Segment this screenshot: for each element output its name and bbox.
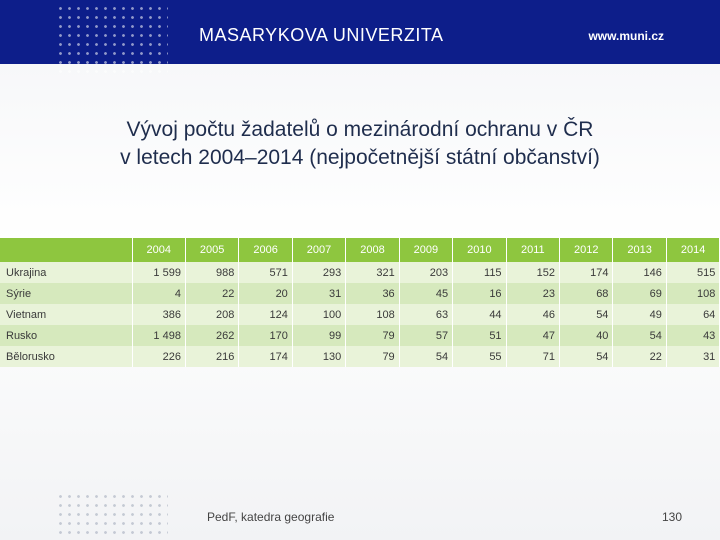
table-cell: 54 — [560, 304, 613, 325]
table-row — [0, 283, 720, 304]
table-cell: 63 — [399, 304, 452, 325]
table-row — [0, 346, 720, 367]
table-cell: 174 — [239, 346, 292, 367]
header-year: 2009 — [399, 238, 452, 262]
table-cell: 203 — [399, 262, 452, 283]
asylum-applicants-table — [0, 238, 720, 367]
table-cell: 47 — [506, 325, 559, 346]
table-cell: 208 — [185, 304, 238, 325]
table-cell: 152 — [506, 262, 559, 283]
table-cell: 115 — [453, 262, 506, 283]
table-cell: 130 — [292, 346, 345, 367]
footer-department: PedF, katedra geografie — [207, 510, 335, 524]
table-cell: 43 — [666, 325, 719, 346]
logo-dot-grid — [56, 4, 168, 76]
table-cell: 31 — [292, 283, 345, 304]
table-cell: 1 599 — [132, 262, 185, 283]
table-cell: 57 — [399, 325, 452, 346]
table-cell: 79 — [346, 325, 399, 346]
header-year: 2013 — [613, 238, 666, 262]
table-cell: 36 — [346, 283, 399, 304]
table-cell: 64 — [666, 304, 719, 325]
table-cell: 262 — [185, 325, 238, 346]
header-year: 2008 — [346, 238, 399, 262]
row-country: Rusko — [0, 325, 132, 346]
table-cell: 174 — [560, 262, 613, 283]
row-country: Ukrajina — [0, 262, 132, 283]
table-header-row — [0, 238, 720, 262]
table-cell: 4 — [132, 283, 185, 304]
header-year: 2010 — [453, 238, 506, 262]
table-cell: 68 — [560, 283, 613, 304]
row-country: Bělorusko — [0, 346, 132, 367]
page-number: 130 — [661, 510, 682, 524]
table-cell: 40 — [560, 325, 613, 346]
table-cell: 69 — [613, 283, 666, 304]
table-cell: 16 — [453, 283, 506, 304]
table-cell: 108 — [346, 304, 399, 325]
row-country: Sýrie — [0, 283, 132, 304]
header-country — [0, 238, 132, 262]
table-cell: 108 — [666, 283, 719, 304]
table-cell: 71 — [506, 346, 559, 367]
university-name: MASARYKOVA UNIVERZITA — [199, 25, 444, 45]
table-cell: 23 — [506, 283, 559, 304]
table-cell: 170 — [239, 325, 292, 346]
table-row — [0, 325, 720, 346]
table-cell: 54 — [560, 346, 613, 367]
table-cell: 571 — [239, 262, 292, 283]
table-cell: 22 — [185, 283, 238, 304]
table-cell: 54 — [613, 325, 666, 346]
table-cell: 51 — [453, 325, 506, 346]
table-cell: 55 — [453, 346, 506, 367]
table-cell: 22 — [613, 346, 666, 367]
table-cell: 1 498 — [132, 325, 185, 346]
row-country: Vietnam — [0, 304, 132, 325]
website-link[interactable]: www.muni.cz — [588, 29, 664, 43]
header-year: 2011 — [506, 238, 559, 262]
footer-dot-grid — [56, 492, 168, 540]
table-cell: 44 — [453, 304, 506, 325]
header-year: 2006 — [239, 238, 292, 262]
header-bar — [0, 0, 720, 64]
table-cell: 46 — [506, 304, 559, 325]
table-row — [0, 262, 720, 283]
table-cell: 216 — [185, 346, 238, 367]
title-line-1: Vývoj počtu žadatelů o mezinárodní ochranu v ČR — [126, 118, 594, 141]
table-cell: 321 — [346, 262, 399, 283]
header-year: 2005 — [185, 238, 238, 262]
table-cell: 45 — [399, 283, 452, 304]
table-cell: 226 — [132, 346, 185, 367]
table-cell: 54 — [399, 346, 452, 367]
header-year: 2012 — [560, 238, 613, 262]
table-cell: 124 — [239, 304, 292, 325]
table-cell: 99 — [292, 325, 345, 346]
table-cell: 49 — [613, 304, 666, 325]
table-cell: 988 — [185, 262, 238, 283]
table-cell: 100 — [292, 304, 345, 325]
table-cell: 79 — [346, 346, 399, 367]
table-cell: 31 — [666, 346, 719, 367]
table-cell: 386 — [132, 304, 185, 325]
table-cell: 293 — [292, 262, 345, 283]
title-line-2: v letech 2004–2014 (nejpočetnější státní občanství) — [120, 146, 600, 169]
header-year: 2014 — [666, 238, 719, 262]
slide-title — [0, 116, 720, 172]
header-year: 2004 — [132, 238, 185, 262]
table-cell: 515 — [666, 262, 719, 283]
table-cell: 20 — [239, 283, 292, 304]
header-year: 2007 — [292, 238, 345, 262]
table-row — [0, 304, 720, 325]
table-cell: 146 — [613, 262, 666, 283]
